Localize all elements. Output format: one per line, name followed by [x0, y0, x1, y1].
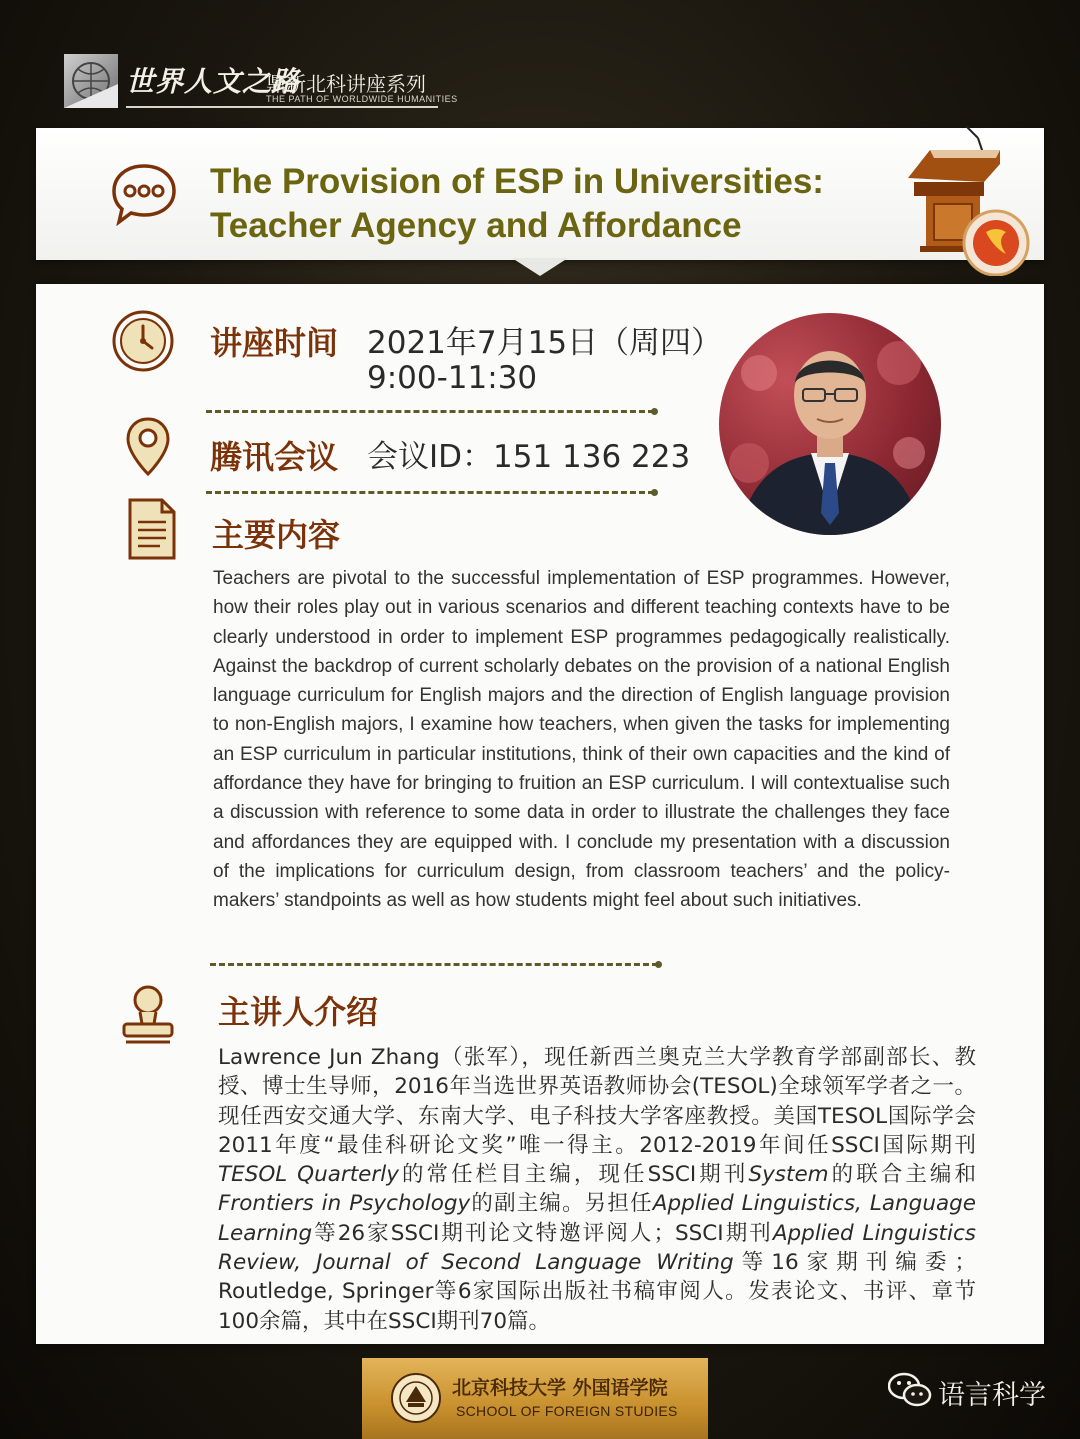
wechat-account-name: 语言科学: [938, 1380, 1046, 1411]
speaker-bio: [218, 1043, 976, 1336]
speaker-label: 主讲人介绍: [218, 993, 379, 1031]
person-stamp-icon: [120, 982, 176, 1051]
bio-journal: TESOL Quarterly: [218, 1162, 399, 1188]
bio-journal: Applied Linguistics, Language Learning: [218, 1191, 976, 1246]
school-name-cn: 北京科技大学 外国语学院: [452, 1377, 668, 1399]
meeting-id: 会议ID：151 136 223: [367, 439, 691, 475]
bio-journal: Frontiers in Psychology: [218, 1191, 471, 1217]
series-name: 鼎新北科讲座系列: [266, 72, 426, 96]
lecture-title-line2: Teacher Agency and Affordance: [210, 206, 742, 245]
bio-text: 的联合主编和: [828, 1162, 976, 1188]
abstract-text: Teachers are pivotal to the successful implementation of ESP programmes. However, how their roles play out in various scenarios and different teaching contexts have to be clearly understood in order to implement ESP programmes pedagogically realistically. Against the backdrop of current scholarly debates on the provision of a national English language curriculum for English majors and the direction of English language provision to non-English majors, I examine how teachers, when given the tasks for implementing an ESP curriculum in particular institutions, think of their own capacities and the kind of affordance they have for bringing to fruition an ESP curriculum. I will contextualise such a discussion with reference to some data in order to illustrate the challenges they face and affordances they are equipped with. I conclude my presentation with a discussion of the implications for curriculum design, from classroom teachers’ and the policy-makers’ standpoints as well as how students might feel about such initiatives.: [213, 568, 950, 912]
bio-text: 的副主编。另担任: [470, 1191, 653, 1217]
brand-name-en: THE PATH OF WORLDWIDE HUMANITIES: [266, 94, 458, 104]
location-pin-icon: [124, 416, 172, 485]
brand-underline: [126, 106, 438, 108]
lecture-title: [210, 160, 890, 248]
wechat-icon: [888, 1371, 932, 1414]
bio-text: 等26家SSCI期刊论文特邀评阅人；SSCI期刊: [312, 1220, 773, 1246]
divider: [206, 410, 654, 413]
divider: [210, 963, 658, 966]
school-seal-icon: [390, 1372, 442, 1429]
bio-text: 的常任栏目主编，现任SSCI期刊: [398, 1162, 749, 1188]
bio-journal: Applied Linguistics Review, Journal of Second Language Writing: [218, 1220, 976, 1276]
podium-icon: [900, 126, 1035, 281]
school-name-en: SCHOOL OF FOREIGN STUDIES: [456, 1403, 678, 1419]
title-card-notch: [512, 258, 568, 276]
time-label: 讲座时间: [210, 324, 339, 362]
time-date: 2021年7月15日（周四）: [367, 325, 723, 361]
speaker-photo: [719, 313, 941, 535]
meeting-label: 腾讯会议: [210, 438, 339, 476]
lecture-title-line1: The Provision of ESP in Universities:: [210, 162, 824, 201]
content-label: 主要内容: [212, 516, 341, 554]
bio-text: 等16家期刊编委；Routledge, Springer等6家国际出版社书稿审阅人。发表论文、书评、章节100余篇，其中在SSCI期刊70篇。: [218, 1250, 977, 1334]
speech-bubble-icon: [110, 162, 178, 231]
divider: [206, 491, 654, 494]
brand-name-cn: 世界人文之路: [126, 65, 301, 98]
bio-text: Lawrence Jun Zhang（张军），现任新西兰奥克兰大学教育学部副部长、教授、博士生导师，2016年当选世界英语教师协会(TESOL)全球领军学者之一。现任西安交通大学、东南大学、电子科技大学客座教授。美国TESOL国际学会2011年度“最佳科研论文奖”唯一得主。2012-2019年间任SSCI国际期刊: [218, 1045, 976, 1158]
bio-journal: System: [748, 1162, 829, 1188]
brand-logo: [64, 54, 118, 108]
time-hours: 9:00-11:30: [367, 360, 538, 396]
document-icon: [124, 496, 180, 567]
clock-icon: [110, 308, 176, 379]
